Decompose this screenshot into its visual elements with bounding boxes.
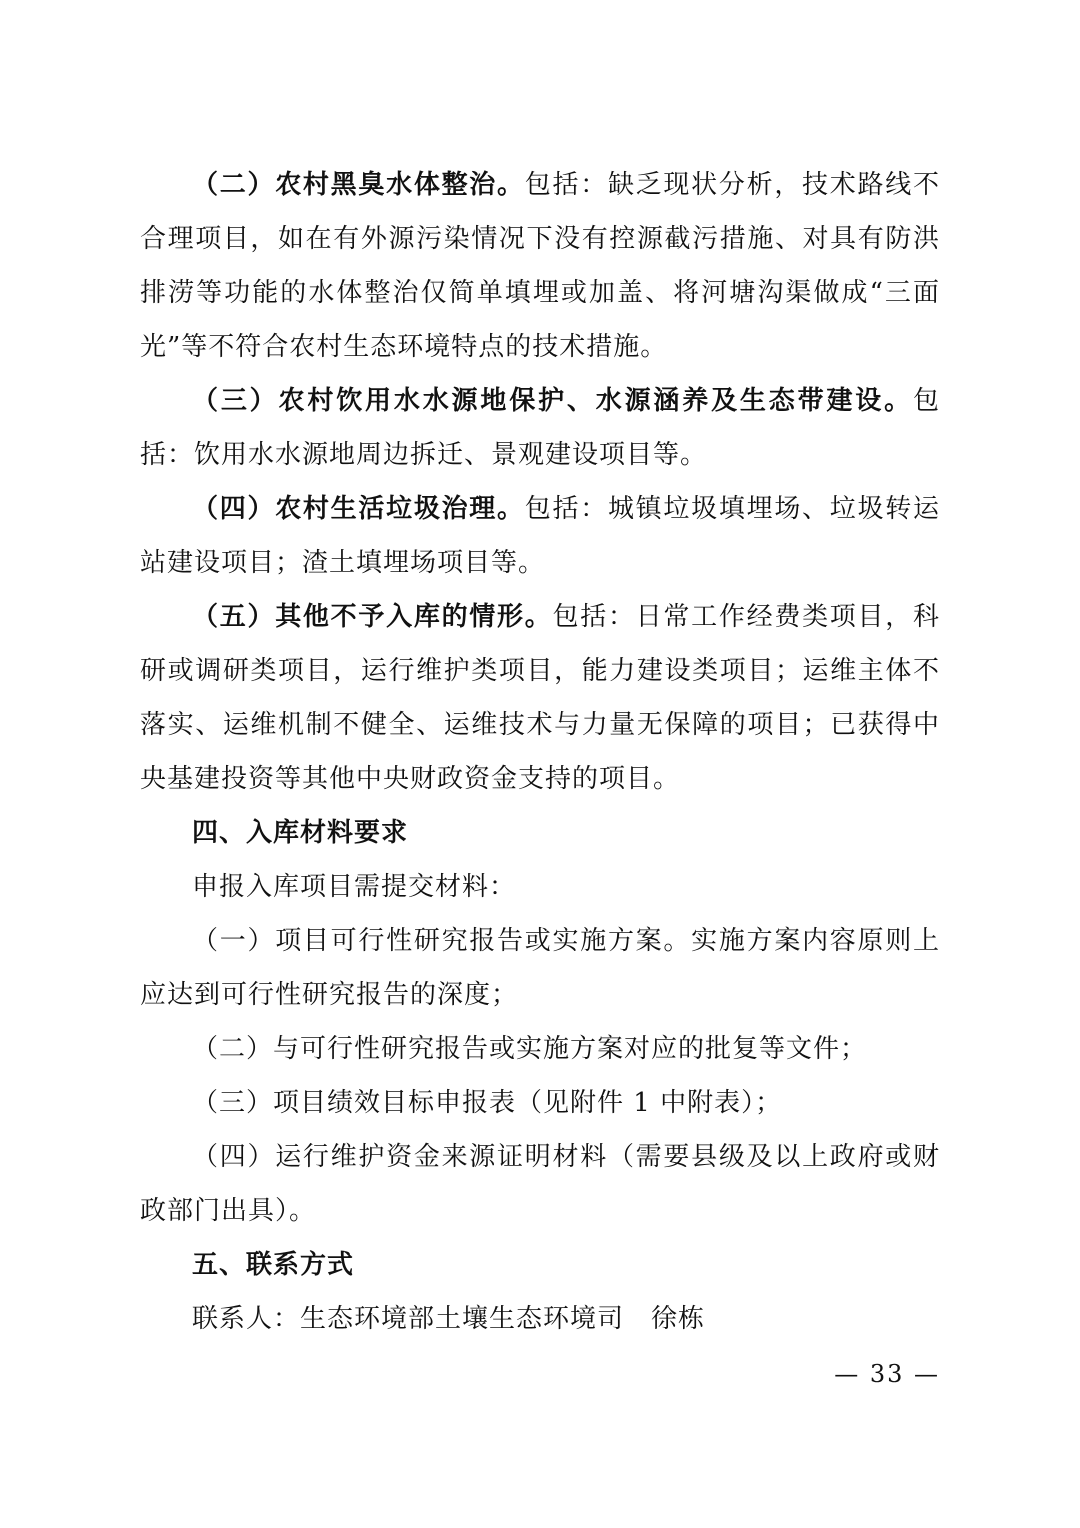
paragraph-material-item-1: （一）项目可行性研究报告或实施方案。实施方案内容原则上应达到可行性研究报告的深度； (140, 926, 940, 1010)
paragraph-text: 包括：饮用水水源地周边拆迁、景观建设项目等。 (140, 386, 940, 470)
section-heading-contact: 五、联系方式 (192, 1250, 355, 1280)
section-heading-materials: 四、入库材料要求 (192, 818, 409, 848)
paragraph-rural-garbage (140, 482, 940, 590)
paragraph-contact-person: 联系人：生态环境部土壤生态环境司 徐栋 (192, 1304, 706, 1334)
document-body (140, 158, 940, 1346)
paragraph-bold-lead: （二）农村黑臭水体整治。 (192, 170, 525, 200)
paragraph-materials-intro: 申报入库项目需提交材料： (192, 872, 517, 902)
paragraph-text: 包括：日常工作经费类项目，科研或调研类项目，运行维护类项目，能力建设类项目；运维主体不落实、运维机制不健全、运维技术与力量无保障的项目；已获得中央基建投资等其他中央财政资金支持的项目。 (140, 602, 940, 794)
paragraph-bold-lead: （四）农村生活垃圾治理。 (192, 494, 525, 524)
paragraph-material-item-2: （二）与可行性研究报告或实施方案对应的批复等文件； (192, 1034, 868, 1064)
paragraph-text: 包括：城镇垃圾填埋场、垃圾转运站建设项目；渣土填埋场项目等。 (140, 494, 940, 578)
paragraph-bold-lead: （五）其他不予入库的情形。 (192, 602, 553, 632)
paragraph-material-item-3: （三）项目绩效目标申报表（见附件 1 中附表）； (192, 1088, 783, 1118)
paragraph-drinking-water-source (140, 374, 940, 482)
paragraph-text: 包括：缺乏现状分析，技术路线不合理项目，如在有外源污染情况下没有控源截污措施、对具有防洪排涝等功能的水体整治仅简单填埋或加盖、将河塘沟渠做成“三面光”等不符合农村生态环境特点的技术措施。 (140, 170, 940, 362)
page-number: — 33 — (834, 1360, 940, 1388)
paragraph-rural-black-odorous-water (140, 158, 940, 374)
paragraph-other-exclusions (140, 590, 940, 806)
paragraph-material-item-4: （四）运行维护资金来源证明材料（需要县级及以上政府或财政部门出具）。 (140, 1142, 940, 1226)
paragraph-bold-lead: （三）农村饮用水水源地保护、水源涵养及生态带建设。 (192, 386, 913, 416)
